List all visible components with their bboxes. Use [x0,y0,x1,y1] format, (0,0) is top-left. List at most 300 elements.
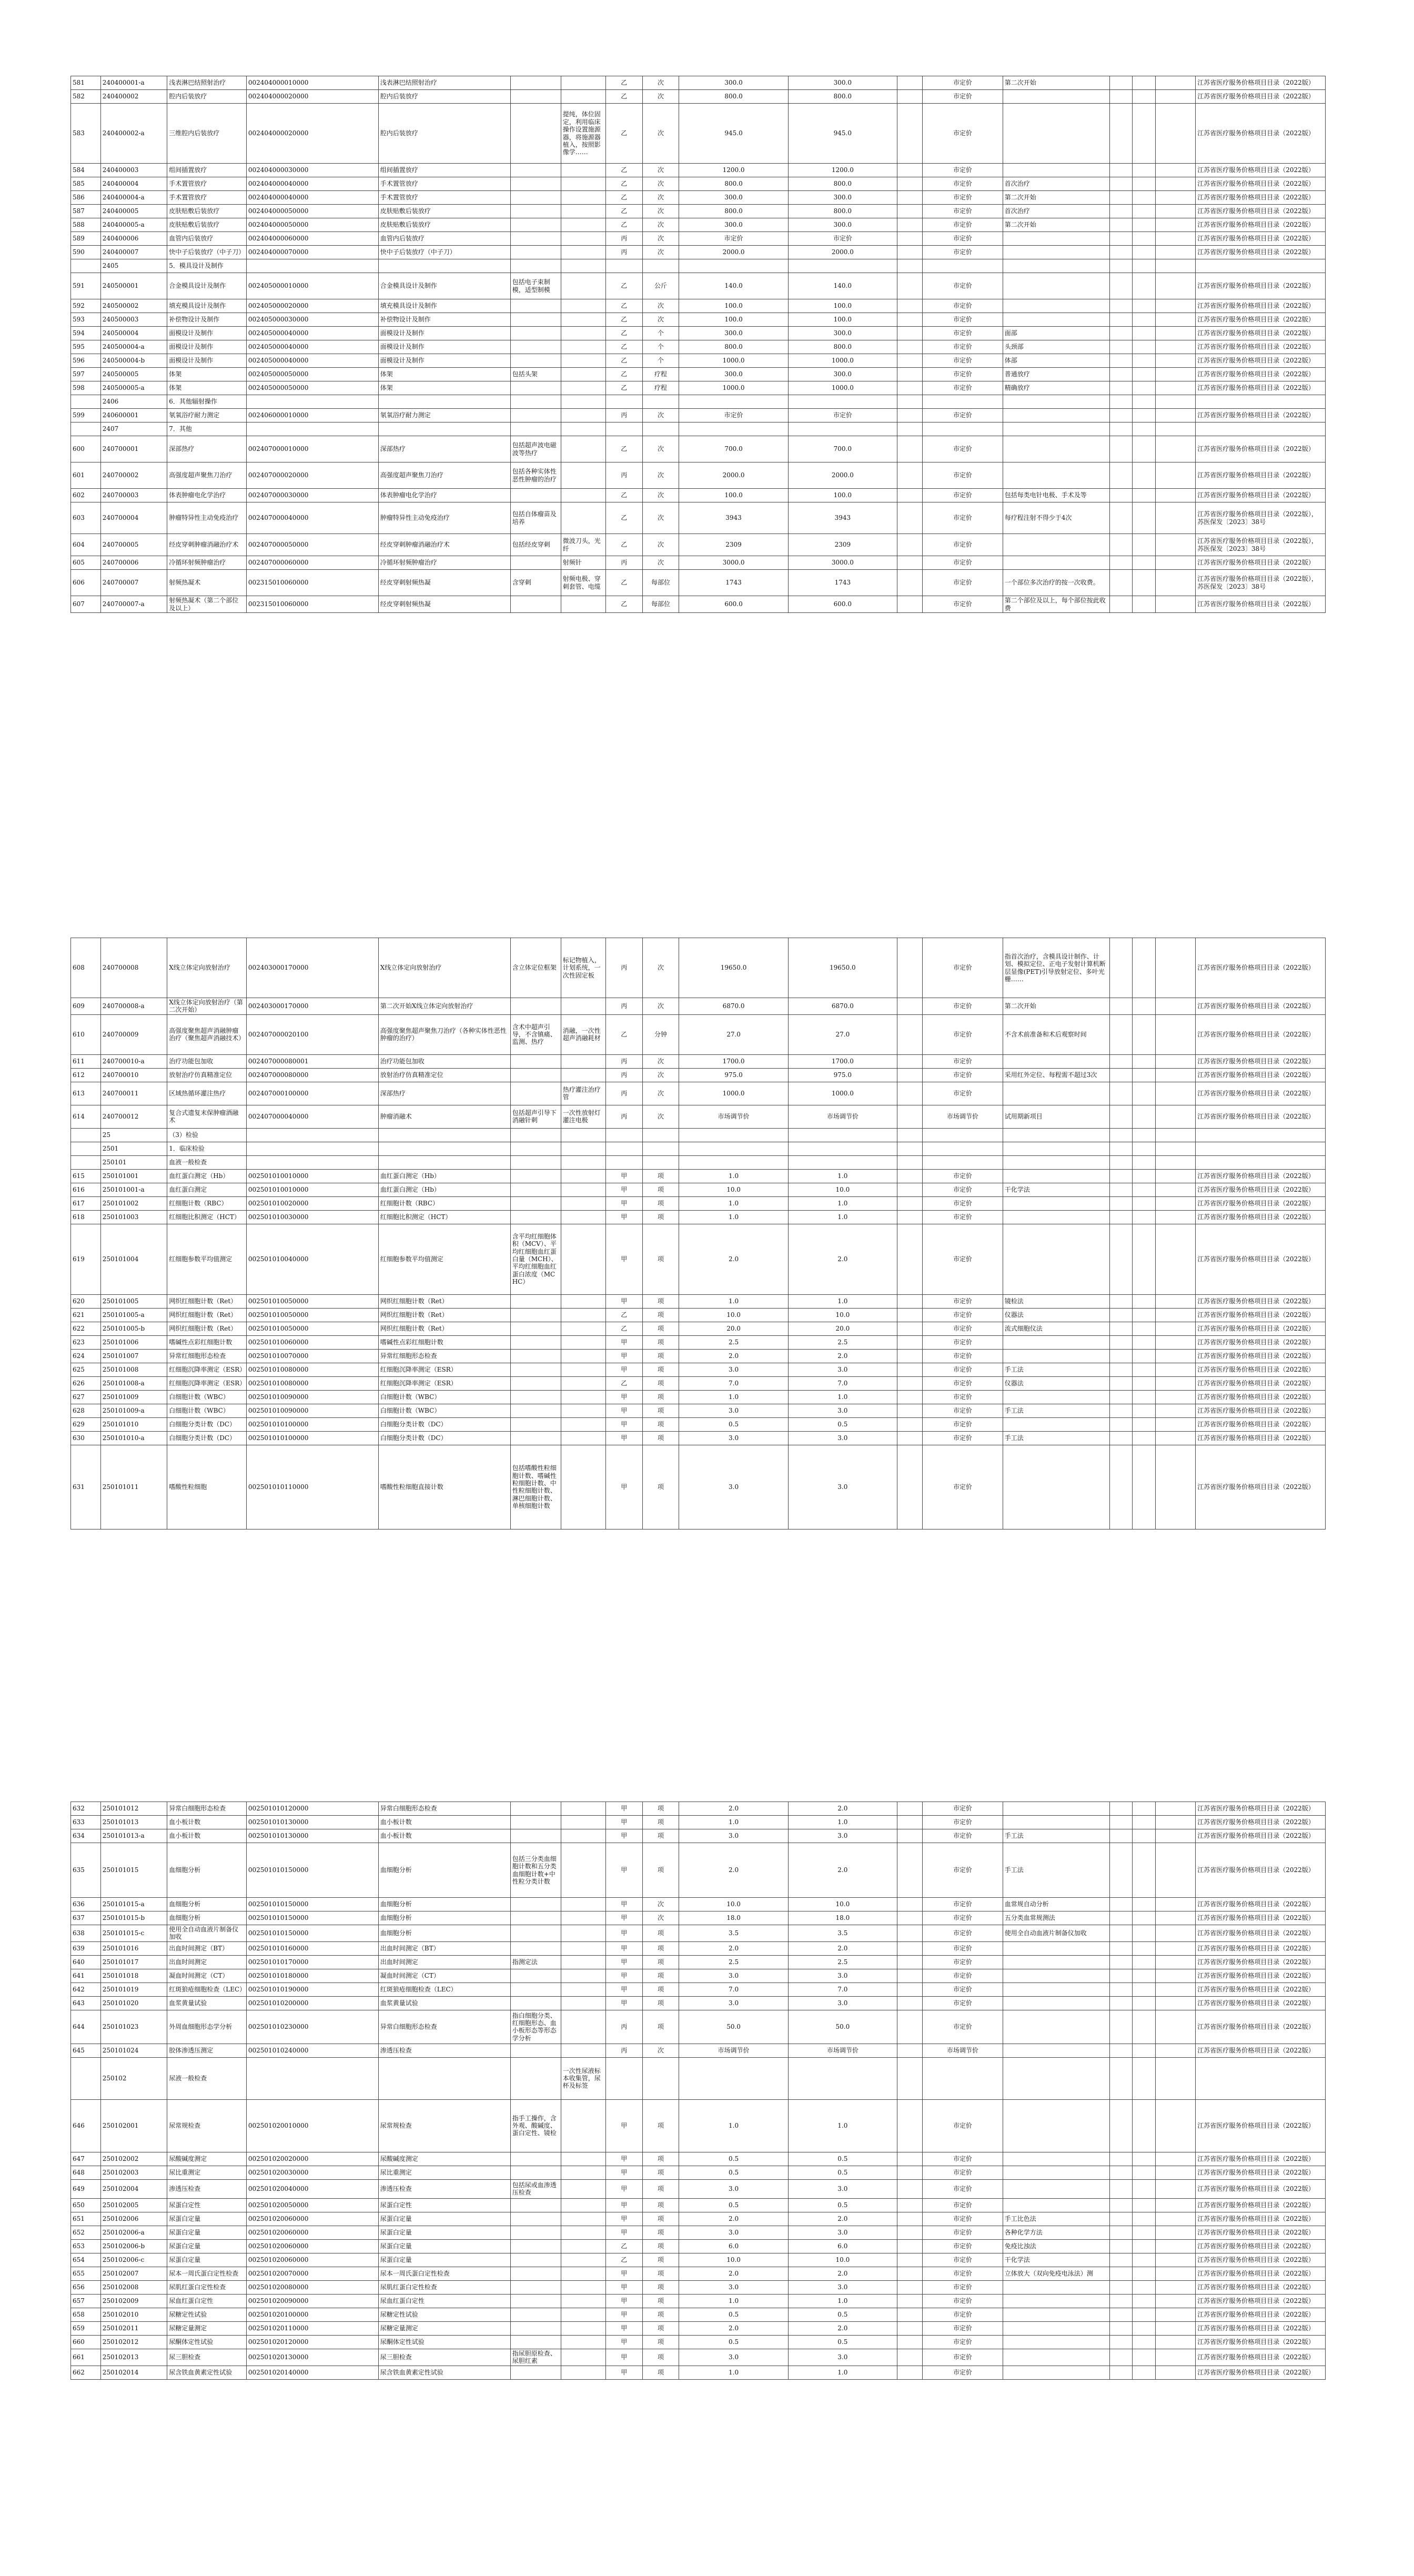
cell-national-code: 002404000040000 [246,177,378,191]
table-row [71,246,1326,259]
cell-pricing-type: 市定价 [922,502,1003,534]
cell-pricing-type: 市定价 [922,2349,1003,2366]
cell-blank [897,1431,922,1445]
cell-category [605,422,642,436]
cell-price-a [679,1155,788,1169]
cell-category: 乙 [605,502,642,534]
cell-unit [642,259,679,273]
cell-content: 含立体定位框架 [510,938,561,998]
cell-blank [1109,1054,1133,1068]
cell-unit: 项 [642,1335,679,1349]
cell-remark: 第二次开始 [1003,998,1109,1015]
table-row [71,1802,1326,1816]
cell-item-code: 250102009 [100,2294,167,2308]
cell-source: 江苏省医疗服务价格项目目录（2022版） [1196,1955,1326,1969]
cell-category: 甲 [605,1955,642,1969]
cell-remark [1003,259,1109,273]
cell-national-name [378,422,510,436]
cell-remark [1003,2198,1109,2212]
cell-national-name: 体架 [378,368,510,381]
cell-price-a: 3943 [679,502,788,534]
cell-pricing-type [922,1128,1003,1142]
cell-national-name: 血红蛋白测定（Hb） [378,1183,510,1196]
cell-blank [1155,299,1195,313]
cell-content [510,2294,561,2308]
cell-remark: 第二次开始 [1003,191,1109,205]
cell-blank [1155,232,1195,246]
cell-blank [1155,205,1195,218]
cell-category: 甲 [605,2212,642,2226]
cell-item-name: 面模设计及制作 [167,354,247,368]
cell-source [1196,1128,1326,1142]
cell-national-name: 尿蛋白定量 [378,2226,510,2239]
cell-price-b: 市场调节价 [788,1105,897,1128]
cell-blank [1133,1829,1156,1843]
cell-category: 甲 [605,1417,642,1431]
cell-price-a: 2.0 [679,2321,788,2335]
cell-blank [1155,422,1195,436]
cell-price-b: 市定价 [788,409,897,422]
cell-national-code: 002501010170000 [246,1955,378,1969]
cell-seq-no: 603 [71,502,101,534]
cell-blank [1155,90,1195,104]
table-row [71,462,1326,489]
cell-national-code: 002501010050000 [246,1294,378,1308]
cell-blank [897,2280,922,2294]
table-row [71,1911,1326,1925]
cell-source: 江苏省医疗服务价格项目目录（2022版） [1196,191,1326,205]
cell-pricing-type: 市定价 [922,1969,1003,1983]
cell-blank [1133,489,1156,502]
cell-blank [1155,409,1195,422]
cell-national-code: 002407000100000 [246,1082,378,1105]
cell-blank [1133,2179,1156,2198]
cell-excluded: 射频电极、穿刺套管、电缆 [561,570,605,596]
cell-content: 包括超声引导下消融针刺 [510,1105,561,1128]
cell-price-b: 10.0 [788,1898,897,1911]
cell-category: 甲 [605,2349,642,2366]
cell-excluded [561,409,605,422]
cell-item-code: 250102006 [100,2212,167,2226]
table-row [71,1082,1326,1105]
cell-excluded [561,422,605,436]
cell-category [605,1128,642,1142]
cell-excluded [561,1294,605,1308]
cell-blank [897,1054,922,1068]
table-row [71,1308,1326,1322]
cell-price-b: 3.0 [788,1431,897,1445]
cell-category: 丙 [605,409,642,422]
cell-blank [1133,2294,1156,2308]
cell-blank [1155,1224,1195,1294]
cell-price-a: 300.0 [679,368,788,381]
cell-seq-no: 627 [71,1390,101,1404]
cell-source: 江苏省医疗服务价格项目目录（2022版） [1196,2044,1326,2057]
cell-national-name [378,1128,510,1142]
cell-item-name: 网织红细胞计数（Ret） [167,1308,247,1322]
cell-blank [1109,2239,1133,2253]
cell-item-name: 白细胞计数（WBC） [167,1390,247,1404]
cell-blank [897,436,922,462]
cell-price-b: 2.5 [788,1335,897,1349]
cell-price-b: 2.0 [788,1802,897,1816]
cell-unit: 次 [642,191,679,205]
cell-national-name: 渗透压检查 [378,2179,510,2198]
cell-price-b: 140.0 [788,273,897,299]
cell-price-a: 市定价 [679,232,788,246]
cell-national-name: X线立体定向放射治疗 [378,938,510,998]
cell-excluded [561,1390,605,1404]
cell-blank [897,2166,922,2179]
cell-item-name: 血液一般检查 [167,1155,247,1169]
cell-remark [1003,2321,1109,2335]
cell-unit: 次 [642,1105,679,1128]
cell-unit: 项 [642,1224,679,1294]
cell-content [510,1169,561,1183]
cell-unit: 项 [642,2239,679,2253]
cell-category: 乙 [605,313,642,327]
cell-content [510,1142,561,1155]
cell-blank [1109,1142,1133,1155]
cell-national-code: 002501020020000 [246,2152,378,2166]
cell-item-code: 240400005 [100,205,167,218]
cell-blank [1109,2044,1133,2057]
cell-seq-no: 588 [71,218,101,232]
cell-item-code: 240700012 [100,1105,167,1128]
cell-excluded [561,2198,605,2212]
cell-unit: 次 [642,502,679,534]
cell-content [510,1925,561,1942]
cell-content [510,489,561,502]
cell-excluded [561,368,605,381]
cell-blank [1155,2179,1195,2198]
cell-price-a: 3.0 [679,1431,788,1445]
cell-item-code: 250101007 [100,1349,167,1363]
cell-category: 丙 [605,462,642,489]
cell-source [1196,1142,1326,1155]
table-row [71,205,1326,218]
cell-source: 江苏省医疗服务价格项目目录（2022版） [1196,2267,1326,2280]
cell-pricing-type: 市定价 [922,1925,1003,1942]
cell-price-a: 1.0 [679,1816,788,1829]
cell-seq-no: 610 [71,1014,101,1054]
cell-blank [897,90,922,104]
cell-seq-no: 595 [71,340,101,354]
cell-excluded [561,1404,605,1417]
cell-unit: 分钟 [642,1014,679,1054]
cell-item-code: 240700005 [100,534,167,556]
cell-price-a: 1700.0 [679,1054,788,1068]
cell-item-code: 250101015-a [100,1898,167,1911]
cell-category: 乙 [605,534,642,556]
cell-item-code: 250101015-c [100,1925,167,1942]
cell-item-name: 血细胞分析 [167,1911,247,1925]
cell-seq-no: 598 [71,381,101,395]
cell-price-b: 10.0 [788,2253,897,2267]
cell-pricing-type: 市定价 [922,164,1003,177]
table-row [71,2349,1326,2366]
cell-remark [1003,1983,1109,1996]
cell-blank [1133,1082,1156,1105]
cell-item-code: 250101001 [100,1169,167,1183]
cell-seq-no: 644 [71,2010,101,2044]
cell-blank [1155,191,1195,205]
cell-blank [897,462,922,489]
cell-item-name: 红斑狼疮细胞检查（LEC） [167,1983,247,1996]
cell-seq-no: 651 [71,2212,101,2226]
cell-unit: 次 [642,299,679,313]
cell-pricing-type: 市定价 [922,1363,1003,1376]
cell-source: 江苏省医疗服务价格项目目录（2022版） [1196,462,1326,489]
cell-national-code: 002407000020100 [246,1014,378,1054]
cell-pricing-type: 市定价 [922,1816,1003,1829]
cell-pricing-type: 市定价 [922,2308,1003,2321]
cell-blank [897,1014,922,1054]
cell-excluded [561,1155,605,1169]
cell-price-b: 2.0 [788,1941,897,1955]
cell-item-code: 250101005-b [100,1322,167,1335]
cell-content [510,2321,561,2335]
cell-content [510,2152,561,2166]
cell-unit: 项 [642,2166,679,2179]
cell-blank [1155,1322,1195,1335]
cell-national-name: 白细胞计数（WBC） [378,1390,510,1404]
cell-price-b: 100.0 [788,313,897,327]
cell-blank [1155,1941,1195,1955]
cell-content [510,1294,561,1308]
cell-blank [1109,313,1133,327]
cell-excluded [561,1417,605,1431]
table-row [71,1983,1326,1996]
cell-blank [1155,327,1195,340]
cell-blank [1133,164,1156,177]
cell-unit: 次 [642,409,679,422]
cell-national-name: 白细胞分类计数（DC） [378,1417,510,1431]
cell-blank [1133,2226,1156,2239]
cell-category [605,395,642,409]
cell-excluded: 热疗灌注治疗管 [561,1082,605,1105]
cell-content [510,1969,561,1983]
cell-seq-no: 596 [71,354,101,368]
table-row [71,998,1326,1015]
cell-national-code: 002501020050000 [246,2198,378,2212]
cell-seq-no: 639 [71,1941,101,1955]
cell-price-a: 7.0 [679,1983,788,1996]
cell-blank [897,1294,922,1308]
cell-price-a: 2.0 [679,1224,788,1294]
table-row [71,368,1326,381]
cell-category: 乙 [605,205,642,218]
cell-blank [1109,1014,1133,1054]
cell-blank [897,1142,922,1155]
cell-excluded [561,1925,605,1942]
cell-national-code: 002501010150000 [246,1843,378,1898]
cell-price-b: 3.0 [788,2226,897,2239]
cell-national-code: 002501010180000 [246,1969,378,1983]
cell-excluded [561,273,605,299]
cell-content: 指测定法 [510,1955,561,1969]
cell-excluded [561,502,605,534]
cell-blank [1109,409,1133,422]
cell-blank [897,1363,922,1376]
cell-pricing-type: 市定价 [922,1941,1003,1955]
cell-item-code: 240500002 [100,299,167,313]
cell-blank [1133,1322,1156,1335]
cell-national-code: 002405000030000 [246,313,378,327]
cell-national-code: 002407000040000 [246,1105,378,1128]
table-row [71,299,1326,313]
cell-national-code: 002501010100000 [246,1431,378,1445]
cell-seq-no: 616 [71,1183,101,1196]
cell-unit: 每部位 [642,596,679,613]
cell-blank [1133,232,1156,246]
cell-excluded [561,232,605,246]
cell-blank [897,1169,922,1183]
cell-item-name: 体架 [167,381,247,395]
cell-remark [1003,1955,1109,1969]
cell-remark [1003,2366,1109,2379]
table-row [71,1431,1326,1445]
cell-blank [1133,570,1156,596]
cell-price-b: 3.0 [788,1363,897,1376]
cell-national-name: 血浆黄量试验 [378,1996,510,2010]
cell-national-name: 浅表淋巴结照射治疗 [378,76,510,90]
cell-source: 江苏省医疗服务价格项目目录（2022版） [1196,409,1326,422]
cell-remark: 免疫比浊法 [1003,2239,1109,2253]
cell-price-a: 1.0 [679,1294,788,1308]
cell-remark [1003,436,1109,462]
cell-blank [1155,2166,1195,2179]
cell-seq-no: 640 [71,1955,101,1969]
cell-excluded: 提纯，体位固定，利用临床操作设置施源器，将施源器植入，按照影像学…… [561,104,605,164]
cell-blank [1155,1898,1195,1911]
table-row [71,1941,1326,1955]
cell-pricing-type: 市定价 [922,1224,1003,1294]
cell-blank [1109,2057,1133,2099]
cell-category: 甲 [605,1802,642,1816]
cell-item-code: 240500004-a [100,340,167,354]
cell-national-name: 白细胞分类计数（DC） [378,1431,510,1445]
cell-seq-no: 632 [71,1802,101,1816]
cell-price-a: 3.0 [679,1996,788,2010]
cell-item-code: 250102011 [100,2321,167,2335]
cell-category: 丙 [605,998,642,1015]
cell-national-name: 血小板计数 [378,1816,510,1829]
cell-pricing-type: 市定价 [922,2335,1003,2349]
cell-blank [1155,1829,1195,1843]
cell-price-b: 2.0 [788,1224,897,1294]
cell-price-b: 800.0 [788,177,897,191]
cell-national-name: 尿比重测定 [378,2166,510,2179]
cell-price-b [788,1128,897,1142]
cell-remark [1003,273,1109,299]
cell-price-b: 3.0 [788,1996,897,2010]
cell-pricing-type: 市定价 [922,1404,1003,1417]
cell-price-b: 945.0 [788,104,897,164]
cell-blank [897,502,922,534]
cell-category: 甲 [605,1169,642,1183]
cell-price-b: 3.0 [788,1969,897,1983]
cell-price-b: 市场调节价 [788,2044,897,2057]
cell-item-code: 240700007-a [100,596,167,613]
cell-seq-no: 609 [71,998,101,1015]
cell-blank [1133,1955,1156,1969]
cell-blank [1109,1816,1133,1829]
cell-price-b [788,422,897,436]
cell-blank [1109,489,1133,502]
cell-blank [897,76,922,90]
cell-item-name: 尿蛋白定量 [167,2226,247,2239]
cell-blank [1109,1983,1133,1996]
cell-seq-no [71,422,101,436]
cell-category: 甲 [605,2335,642,2349]
cell-national-code: 002315010060000 [246,570,378,596]
cell-price-b: 1.0 [788,1196,897,1210]
table-row [71,1925,1326,1942]
cell-item-name: 复合式遗复末保肿瘤酒融术 [167,1105,247,1128]
cell-price-a: 3.0 [679,1829,788,1843]
cell-content [510,1390,561,1404]
cell-content [510,395,561,409]
cell-blank [1155,1349,1195,1363]
cell-national-code: 002501010090000 [246,1404,378,1417]
cell-item-code: 250102006-b [100,2239,167,2253]
cell-source: 江苏省医疗服务价格项目目录（2022版） [1196,1816,1326,1829]
cell-blank [1133,1843,1156,1898]
cell-category: 甲 [605,2294,642,2308]
cell-excluded [561,2099,605,2152]
cell-remark [1003,2044,1109,2057]
cell-blank [1133,2335,1156,2349]
cell-item-code: 240700002 [100,462,167,489]
cell-price-a [679,395,788,409]
cell-blank [1109,1155,1133,1169]
cell-unit: 项 [642,2253,679,2267]
cell-pricing-type: 市定价 [922,177,1003,191]
cell-content: 指手工操作，含外观、酸碱度、蛋白定性、镜检 [510,2099,561,2152]
cell-blank [1109,1294,1133,1308]
cell-national-code: 002501010190000 [246,1983,378,1996]
cell-blank [1133,1390,1156,1404]
cell-seq-no: 662 [71,2366,101,2379]
cell-national-code: 002407000010000 [246,436,378,462]
cell-remark: 面部 [1003,327,1109,340]
cell-seq-no: 600 [71,436,101,462]
cell-blank [1109,299,1133,313]
cell-source: 江苏省医疗服务价格项目目录（2022版） [1196,164,1326,177]
table-row [71,2294,1326,2308]
price-table [70,1802,1326,2380]
cell-remark [1003,2335,1109,2349]
cell-category: 乙 [605,273,642,299]
cell-blank [1155,596,1195,613]
cell-excluded [561,1068,605,1082]
cell-price-a: 2000.0 [679,462,788,489]
cell-unit: 项 [642,1308,679,1322]
cell-category: 甲 [605,1431,642,1445]
cell-seq-no: 647 [71,2152,101,2166]
cell-unit: 次 [642,998,679,1015]
cell-item-name: 异常白细胞形态检查 [167,1802,247,1816]
cell-excluded [561,462,605,489]
cell-blank [1133,1898,1156,1911]
price-table [70,938,1326,1530]
cell-price-a: 100.0 [679,313,788,327]
cell-source: 江苏省医疗服务价格项目目录（2022版） [1196,1843,1326,1898]
cell-seq-no: 631 [71,1445,101,1529]
cell-national-name: 手术置管放疗 [378,191,510,205]
cell-unit: 项 [642,1390,679,1404]
